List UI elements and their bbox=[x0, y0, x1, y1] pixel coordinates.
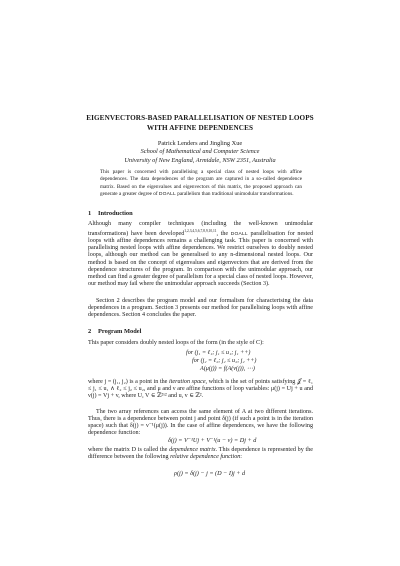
paper-title: EIGENVECTORS-BASED PARALLELISATION OF NESTED LOOPS WITH AFFINE DEPENDENCES bbox=[86, 114, 314, 132]
author-block bbox=[60, 140, 340, 165]
intro-paragraph-1 bbox=[88, 221, 313, 288]
section-title: Program Model bbox=[98, 328, 142, 335]
abstract-text-2: parallelism than traditional unimodular transformations. bbox=[175, 190, 294, 197]
pm2-text-a: where j = (j₁, j₂) is a point in the bbox=[88, 379, 170, 385]
abstract bbox=[100, 169, 302, 198]
author-names: Patrick Lenders and Jingling Xue bbox=[157, 140, 243, 147]
code-line-1: for (j₁ = ℓ₁; j₁ ≤ u₁; j₁ ++) bbox=[186, 350, 251, 356]
pm2-text-b: , which is the set of points satisfying 𝒥 = ℓ₁ ≤ j₁ ≤ u₁ ∧ ℓ₂ ≤ j₂ ≤ u₂, and μ and ν are affine functions of loop variables: μ(j) = Uj + u and ν(j) = Vj + v, where U, V ∈ ℤ²ˣ² and u, v ∈ ℤ². bbox=[88, 379, 313, 400]
equation-dependence-function: δ(j) = V⁻¹Uj + V⁻¹(u − v) = Dj + d bbox=[168, 437, 257, 444]
intro-paragraph-2: Section 2 describes the program model and our formalism for characterising the data dependences in a program. Section 3 presents our method for parallelising loops with affine dependences. Section 4 concludes the paper. bbox=[88, 298, 313, 319]
affiliation-line-1: School of Mathematical and Computer Science bbox=[140, 148, 260, 156]
intro-text-c: parallelisation for nested loops with affine dependences remains a challenging task. This paper is concerned with parallelising nested loops with affine dependences. We restrict ourselves to doubly nested loops, although our method can be generalised to any n-dimensional nested loops. Our method is based on the concept of eigenvalues and eigenvectors that are derived from the dependence structures of the program. In comparison with the unimodular approach, our method can find a greater degree of parallelism for a special class of nested loops. However, our method may fail where the unimodular approach succeeds (Section 3). bbox=[88, 231, 313, 287]
pm2-iteration-space: iteration space bbox=[169, 379, 206, 385]
section-title: Introduction bbox=[98, 210, 133, 217]
loop-code bbox=[186, 349, 256, 373]
pm4-text-b: . This dependence is represented by the difference between the following bbox=[88, 447, 313, 461]
intro-citations: 1,2,3,4,5,6,7,8,9,10,11 bbox=[184, 229, 217, 234]
code-line-2: for (j₂ = ℓ₂; j₂ ≤ u₂; j₂ ++) bbox=[192, 358, 257, 364]
equation-relative-dependence: ρ(j) = δ(j) − j = (D − I)j + d bbox=[174, 470, 246, 477]
pm4-dependence-matrix: dependence matrix bbox=[169, 447, 216, 453]
program-model-paragraph-4 bbox=[88, 447, 313, 461]
section-heading-program-model bbox=[88, 328, 141, 335]
pm4-relative-dependence-function: relative dependence function bbox=[170, 454, 241, 461]
intro-doall: DOALL bbox=[230, 232, 248, 238]
intro-text-a: Although many compiler techniques (including the well-known unimodular transformations) have been developed bbox=[88, 221, 313, 238]
program-model-paragraph-2 bbox=[88, 379, 313, 400]
program-model-paragraph-1: This paper considers doubly nested loops of the form (in the style of C): bbox=[88, 340, 264, 346]
section-number: 1 bbox=[88, 210, 92, 217]
pm4-text-a: where the matrix D is called the bbox=[88, 447, 170, 453]
pm4-text-c: : bbox=[240, 454, 242, 461]
program-model-paragraph-3: The two array references can access the same element of A at two different iterations. Thus, there is a dependence between point j and point δ(j) (if such a point is in the iteration space) such that δ(j) = ν⁻¹(μ(j)). In the case of affine dependences, we have the following dependence function: bbox=[88, 409, 313, 437]
affiliation-line-2: University of New England, Armidale, NSW 2351, Australia bbox=[124, 156, 276, 164]
code-line-3: A(μ(j)) = f(A(ν(j)), ⋯) bbox=[200, 366, 255, 372]
abstract-doall: DOALL bbox=[158, 191, 176, 197]
section-heading-introduction bbox=[88, 210, 133, 217]
intro-text-b: , the bbox=[216, 231, 231, 238]
section-number: 2 bbox=[88, 328, 92, 335]
abstract-text-1: This paper is concerned with parallelising a special class of nested loops with affine dependences. The data dependences of the program are captured in a so-called dependence matrix. Based on the eigenvalues and eigenvectors of this matrix, the proposed approach can generate a greater degree of bbox=[100, 169, 302, 197]
